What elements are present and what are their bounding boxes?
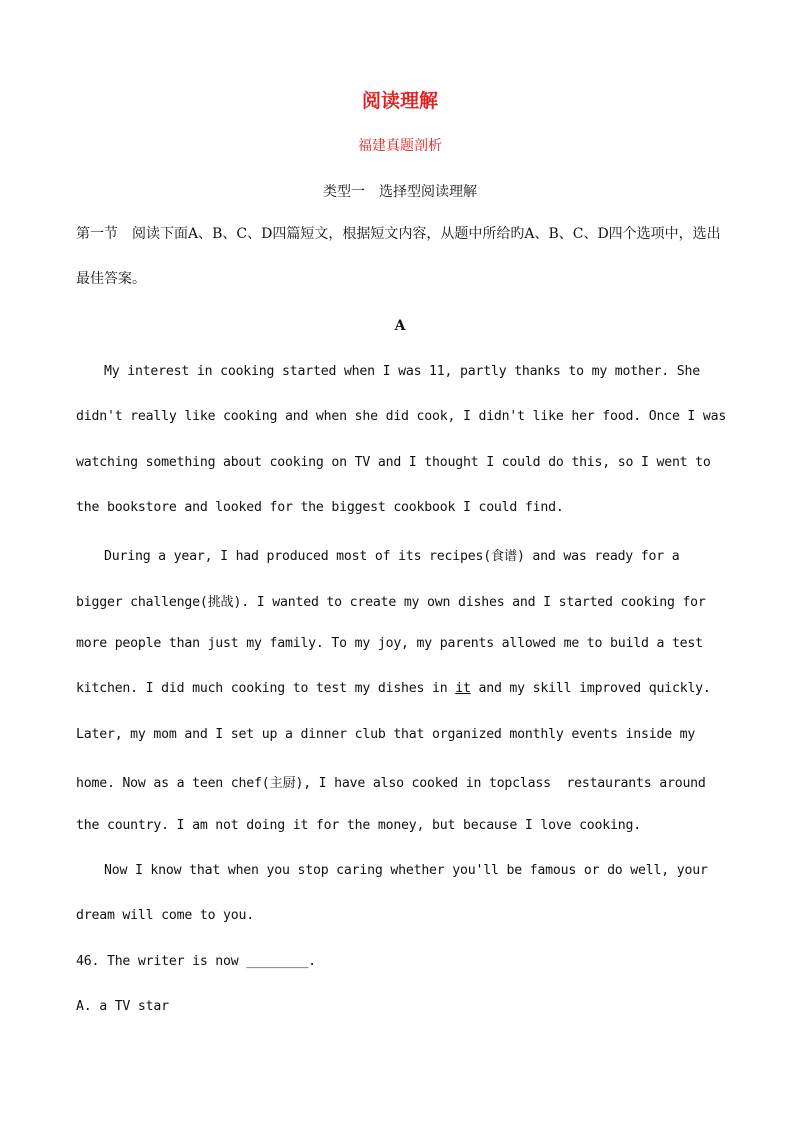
passage-line: more people than just my family. To my joy, my parents allowed me to build a test: [76, 636, 703, 651]
passage-line: Now I know that when you stop caring whether you'll be famous or do well, your: [104, 863, 708, 878]
passage-line: the country. I am not doing it for the money, but because I love cooking.: [76, 818, 641, 833]
passage-line: dream will come to you.: [76, 908, 255, 923]
passage-line-with-underline: [76, 681, 711, 696]
passage-line: My interest in cooking started when I was 11, partly thanks to my mother. She: [104, 364, 700, 379]
instructions-text: 第一节 阅读下面A、B、C、D四篇短文，根据短文内容，从题中所给旳A、B、C、D四个选项中，选出最佳答案。: [76, 226, 721, 287]
passage-line: Later, my mom and I set up a dinner club that organized monthly events inside my: [76, 727, 696, 742]
passage-line: During a year, I had produced most of its recipes(食谱) and was ready for a: [104, 549, 680, 564]
section-type-heading: 类型一 选择型阅读理解: [323, 184, 477, 200]
question-stem: 46. The writer is now ________.: [76, 954, 316, 969]
page-title: 阅读理解: [361, 90, 438, 112]
passage-label: A: [394, 318, 406, 334]
underlined-word: it: [455, 681, 471, 696]
passage-line: bigger challenge(挑战). I wanted to create my own dishes and I started cooking for: [76, 595, 706, 610]
passage-line: watching something about cooking on TV and I thought I could do this, so I went to: [76, 455, 711, 470]
passage-line: the bookstore and looked for the biggest cookbook I could find.: [76, 500, 564, 515]
option-a: A. a TV star: [76, 999, 169, 1014]
passage-line: home. Now as a teen chef(主厨), I have also cooked in topclass restaurants around: [76, 776, 706, 791]
page-subtitle: 福建真题剖析: [358, 138, 442, 154]
passage-text: kitchen. I did much cooking to test my dishes in: [76, 681, 456, 696]
passage-line: didn't really like cooking and when she did cook, I didn't like her food. Once I was: [76, 409, 727, 424]
passage-text: and my skill improved quickly.: [470, 681, 711, 696]
